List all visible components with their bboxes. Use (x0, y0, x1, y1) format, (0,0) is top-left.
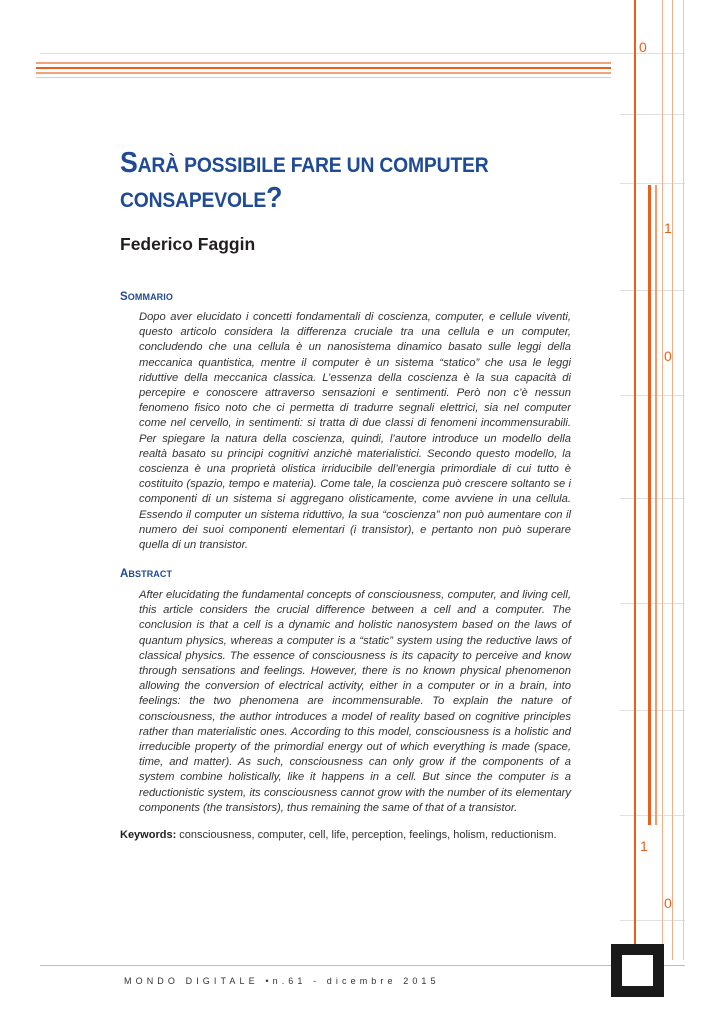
grid-line (620, 498, 685, 499)
margin-digit: 0 (639, 39, 647, 55)
header-stripe (36, 67, 611, 69)
title-question-mark: ? (266, 182, 283, 214)
keywords (120, 828, 600, 843)
header-stripe (36, 77, 611, 78)
margin-digit: 1 (664, 220, 672, 236)
header-stripe (36, 72, 611, 74)
heading-text: BSTRACT (128, 569, 173, 579)
sommario-heading (120, 291, 173, 303)
grid-line (620, 920, 685, 921)
title-text: ARÀ POSSIBILE FARE UN COMPUTER (137, 154, 489, 177)
margin-digit: 1 (640, 838, 648, 854)
grid-line (620, 710, 685, 711)
title-initial: S (120, 147, 138, 179)
grid-line (620, 290, 685, 291)
margin-line (683, 0, 684, 960)
heading-initial: S (120, 291, 128, 303)
margin-line (672, 0, 673, 960)
heading-initial: A (120, 568, 129, 580)
grid-line (620, 395, 685, 396)
grid-line (620, 114, 685, 115)
article-title (120, 147, 562, 217)
grid-line (620, 183, 685, 184)
header-stripe (36, 62, 611, 64)
sommario-text: Dopo aver elucidato i concetti fondamentali di coscienza, computer, e cellule viventi, questo articolo considera la differenza cruciale tra una cellula e un computer, concludendo che una cellula è un nanosistema dinamico basato sulle leggi della meccanica quantistica, mentre il computer è un sistema “statico” che usa le leggi riduttive della meccanica classica. L’essenza della coscienza è la sua capacità di percepire e conoscere attraverso sensazioni e sentimenti. Però non c’è nessun fenomeno fisico noto che ci permetta di tradurre segnali elettrici, sia nel computer come nel cervello, in sentimenti: si tratta di due classi di fenomeni incommensurabili. Per spiegare la natura della coscienza, quindi, l’autore introduce un modello della realtà basato su principi cognitivi anzichè materialistici. Secondo questo modello, la coscienza è una proprietà olistica irriducibile dell’energia primordiale di cui tutto è costituito (spazio, tempo e materia). Come tale, la coscienza può crescere soltanto se i componenti di un sistema si aggregano olisticamente, come avviene in una cellula. Essendo il computer un sistema riduttivo, la sua “coscienza” non può aumentare con il numero dei suoi componenti elementari (i transistor), e pertanto non può superare quella di un transistor. (139, 311, 571, 552)
journal-footer: MONDO DIGITALE •n.61 - dicembre 2015 (124, 976, 440, 986)
margin-line (655, 185, 657, 825)
margin-line (648, 185, 651, 825)
grid-line (40, 965, 685, 966)
grid-line (40, 53, 685, 54)
title-text-line2: CONSAPEVOLE (120, 189, 267, 212)
grid-line (620, 603, 685, 604)
abstract-heading (120, 568, 172, 580)
abstract-text: After elucidating the fundamental concepts of consciousness, computer, and living cell, this article considers the crucial difference between a cell and a computer. The conclusion is that a cell is a dynamic and holistic nanosystem based on the laws of quantum physics, whereas a computer is a “static” system using the reductive laws of classical physics. The essence of consciousness is its capacity to perceive and know through sensations and feelings. However, there is no known physical phenomenon allowing the conversion of electrical activity, either in a computer or in a brain, into feelings: the two phenomena are incommensurable. To explain the nature of consciousness, the author introduces a model of reality based on cognitive principles rather than materialistic ones. According to this model, consciousness is a holistic and irreducible property of the primordial energy out of which everything is made (space, time, and matter). As such, consciousness can only grow if the components of a system combine holistically, like it happens in a cell. But since the computer is a reductionistic system, its consciousness cannot grow with the number of its elementary components (the transistors), thus remaining the same of that of a transistor. (139, 589, 571, 814)
grid-line (620, 815, 685, 816)
keywords-label: Keywords: (120, 829, 177, 841)
margin-digit: 0 (664, 895, 672, 911)
heading-text: OMMARIO (127, 292, 173, 302)
margin-line (662, 0, 663, 960)
keywords-list: consciousness, computer, cell, life, perception, feelings, holism, reductionism. (176, 829, 557, 841)
author-name: Federico Faggin (120, 234, 256, 254)
margin-line (634, 0, 636, 962)
page-marker-square (611, 944, 664, 997)
margin-digit: 0 (664, 348, 672, 364)
